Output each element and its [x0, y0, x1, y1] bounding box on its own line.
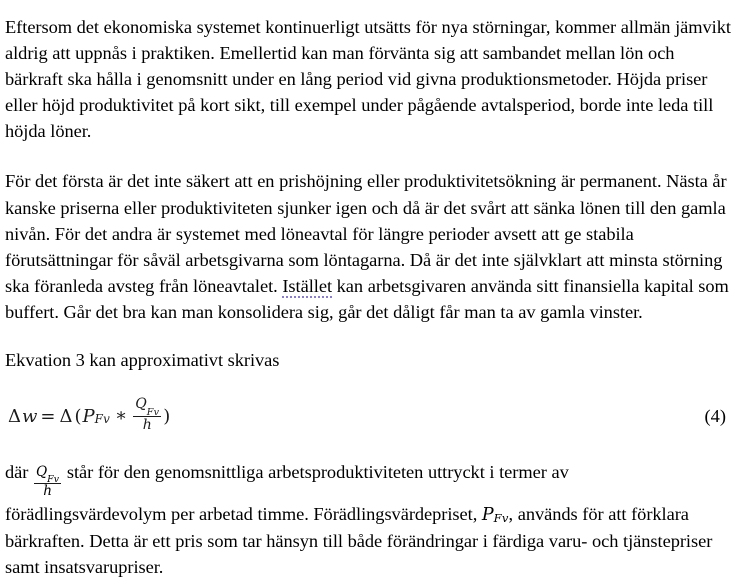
display-equation-row: [5, 395, 731, 437]
numerator-variable-Q: Q: [135, 396, 147, 413]
equals-sign: =: [40, 405, 56, 427]
inline-fraction-numerator: [34, 464, 61, 486]
paragraph-4: [5, 459, 731, 580]
fraction-numerator: [133, 396, 161, 418]
lhs-variable-w: w: [22, 405, 38, 427]
paragraph-4-text-part1: där: [5, 462, 33, 483]
paragraph-1: Eftersom det ekonomiska systemet kontinuerligt utsätts för nya störningar, kommer allmän jämvikt aldrig att uppnås i praktiken. Emellertid kan man förvänta sig att sambandet mellan lön och bärkraft ska hålla i genomsnitt under en lång period vid givna produktionsmetoder. Höjda priser eller höjd produktivitet på kort sikt, till exempel under pågående avtalsperiod, borde inte leda till höjda löner.: [5, 17, 731, 142]
fraction-denominator: h: [142, 416, 152, 433]
paragraph-4-text-part3: , används för att förklara bärkraften. Detta är ett pris som tar hänsyn till både förändringar i färdiga varu- och tjänstepriser samt insatsvarupriser.: [5, 503, 713, 577]
delta-rhs: Δ: [59, 405, 73, 427]
spellcheck-flagged-word[interactable]: Istället: [282, 275, 333, 296]
inline-fraction-Q-over-h: [33, 464, 62, 501]
price-variable-P: P: [82, 405, 95, 427]
inline-numerator-variable-Q: Q: [35, 464, 48, 481]
equation-number: (4): [704, 405, 726, 426]
inline-fraction: [34, 466, 61, 499]
open-paren: (: [74, 405, 82, 427]
equation-intro-line: Ekvation 3 kan approximativt skrivas: [5, 350, 280, 371]
multiply-operator: ∗: [115, 404, 128, 426]
fraction-Q-over-h: [133, 397, 161, 431]
paragraph-2-text-before: För det första är det inte säkert att en prishöjning eller produktivitetsökning är permanent. Nästa år kanske priserna eller produktiviteten sjunker igen och då är det svårt att sänka lönen till den gamla nivån. För det andra är systemet med löneavtal för längre perioder avsett att ge stabila förutsättningar för såväl arbetsgivarna som löntagarna. Då är det inte självklart att minsta störning ska föranleda avsteg från löneavtalet.: [5, 171, 727, 296]
paragraph-2-text-after: kan arbetsgivaren använda sitt finansiella kapital som buffert. Går det bra kan man konsolidera sig, går det dåligt får man ta av gamla vinster.: [5, 275, 729, 322]
paragraph-2: [5, 168, 731, 325]
price-subscript-Fv: Fv: [94, 412, 111, 427]
inline-price-subscript-Fv: Fv: [493, 510, 509, 525]
numerator-subscript-Fv: Fv: [146, 406, 160, 418]
display-equation: [5, 396, 171, 433]
delta-lhs: Δ: [8, 405, 21, 427]
inline-price-variable-P: P: [481, 504, 494, 525]
inline-numerator-subscript-Fv: Fv: [47, 474, 60, 486]
close-paren: ): [163, 405, 171, 427]
paragraph-4-text-part2: står för den genomsnittliga arbetsproduktiviteten uttryckt i termer av förädlingsvärdevolym per arbetad timme. Förädlingsvärdepriset,: [5, 462, 569, 524]
inline-fraction-denominator: h: [43, 483, 52, 500]
inline-price-variable: [482, 502, 509, 528]
